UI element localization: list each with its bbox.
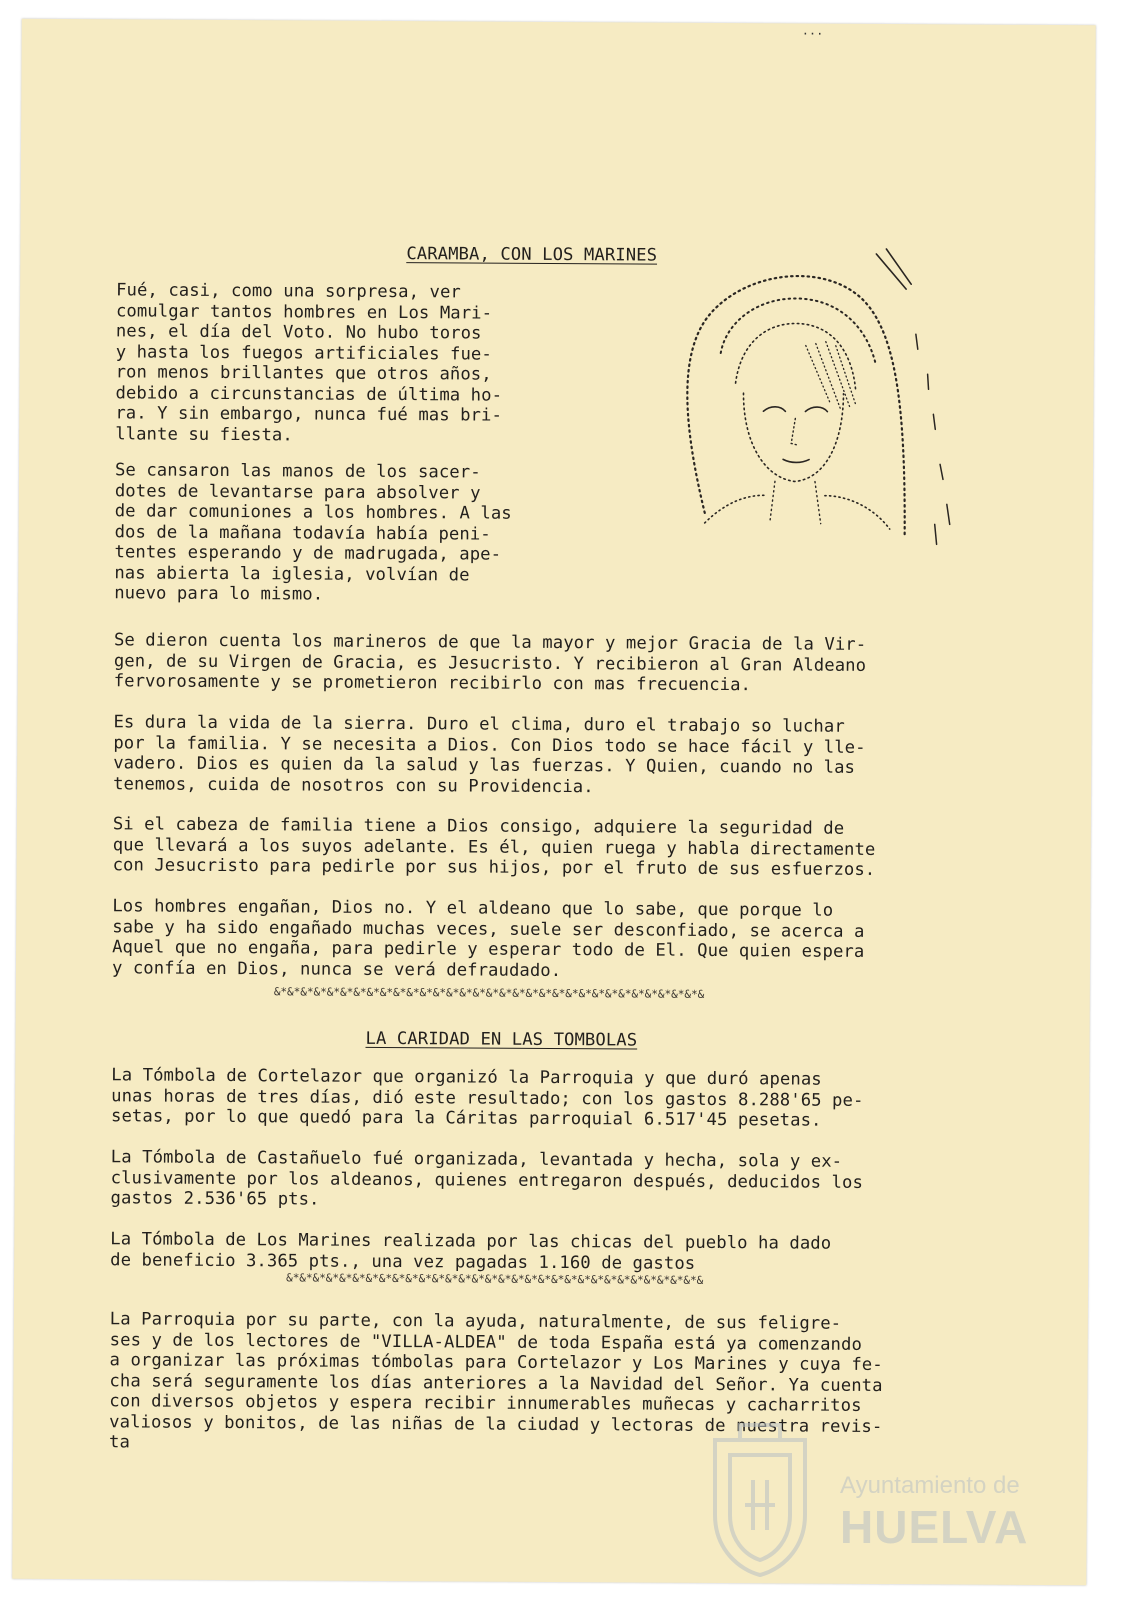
paper-sheet <box>12 19 1096 1586</box>
huelva-watermark <box>690 1420 1070 1580</box>
watermark-line1: Ayuntamiento de <box>840 1472 1020 1499</box>
paragraph-6: Los hombres engañan, Dios no. Y el aldeano que lo sabe, que porque lo sabe y ha sido engañado muchas veces, suele ser desconfiado, se acerca a Aquel que no engaña, para pedirle y esperar todo de El. Que quien espera y confía en Dios, nunca se verá defraudado. <box>111 896 865 981</box>
paragraph-4: Es dura la vida de la sierra. Duro el clima, duro el trabajo so luchar por la familia. Y se necesita a Dios. Con Dios todo se hace fácil y lle- vadero. Dios es quien da la salud y las fuerzas. Y Quien, cuando no las tenemos, cuida de nosotros con su Providencia. <box>113 712 866 797</box>
paragraph-2: Se cansaron las manos de los sacer- dotes de levantarse para absolver y de dar comuniones a los hombres. A las dos de la mañana todavía había peni- tentes esperando y de madrugada, ape- nas abierta la iglesia, volvían de nuevo para lo mismo. <box>114 460 512 605</box>
huelva-coat-of-arms-icon <box>695 1420 825 1580</box>
separator-line-2: &*&*&*&*&*&*&*&*&*&*&*&*&*&*&*&*&*&*&*&*&*&*&*&*&*&*&*&*&*&*&*& <box>286 1271 704 1287</box>
paragraph-9: La Tómbola de Los Marines realizada por las chicas del pueblo ha dado de beneficio 3.365 pts., una vez pagadas 1.160 de gastos <box>110 1229 832 1274</box>
paragraph-1: Fué, casi, como una sorpresa, ver comulgar tantos hombres en Los Mari- nes, el día del Voto. No hubo toros y hasta los fuegos artificiales fue- ron menos brillantes que otros años, debido a circunstancias de última ho- ra. Y sin embargo, nunca fué mas bri- llante su fiesta. <box>115 280 503 445</box>
paragraph-8: La Tómbola de Castañuelo fué organizada, levantada y hecha, sola y ex- clusivamente por los aldeanos, quienes entregaron después, deducidos los gastos 2.536'65 pts. <box>110 1147 863 1210</box>
separator-line-1: &*&*&*&*&*&*&*&*&*&*&*&*&*&*&*&*&*&*&*&*&*&*&*&*&*&*&*&*&*&*&*&*& <box>273 985 705 1001</box>
watermark-line2: HUELVA <box>840 1501 1029 1553</box>
closing-paragraph: La Parroquia por su parte, con la ayuda, naturalmente, de sus feligre- ses y de los lectores de "VILLA-ALDEA" de toda España está ya comenzando a organizar las próximas tómbolas para Cortelazor y Los Marines y cuya fe- cha será seguramente los días anteriores a la Navidad del Señor. Ya cuenta con diversos objetos y espera recibir innumerables muñecas y cacharritos valiosos y bonitos, de las niñas de la ciudad y lectoras de nuestra revis- ta <box>109 1309 883 1453</box>
paragraph-7: La Tómbola de Cortelazor que organizó la Parroquia y que duró apenas unas horas de tres días, dió este resultado; con los gastos 8.288'65 pe- setas, por lo que quedó para la Cáritas parroquial 6.517'45 pesetas. <box>111 1065 864 1131</box>
header-marks: ... <box>801 23 824 38</box>
virgin-portrait-drawing-icon <box>664 233 966 565</box>
section-title-caramba: CARAMBA, CON LOS MARINES <box>406 244 658 266</box>
paragraph-3: Se dieron cuenta los marineros de que la mayor y mejor Gracia de la Vir- gen, de su Virgen de Gracia, es Jesucristo. Y recibieron al Gran Aldeano fervorosamente y se prometieron recibirlo con mas frecuencia. <box>113 630 867 696</box>
section-title-caridad: LA CARIDAD EN LAS TOMBOLAS <box>365 1028 638 1051</box>
paragraph-5: Si el cabeza de familia tiene a Dios consigo, adquiere la seguridad de que llevará a los suyos adelante. Es él, quien ruega y habla directamente con Jesucristo para pedirle por sus hijos, por el fruto de sus esfuerzos. <box>112 814 876 880</box>
